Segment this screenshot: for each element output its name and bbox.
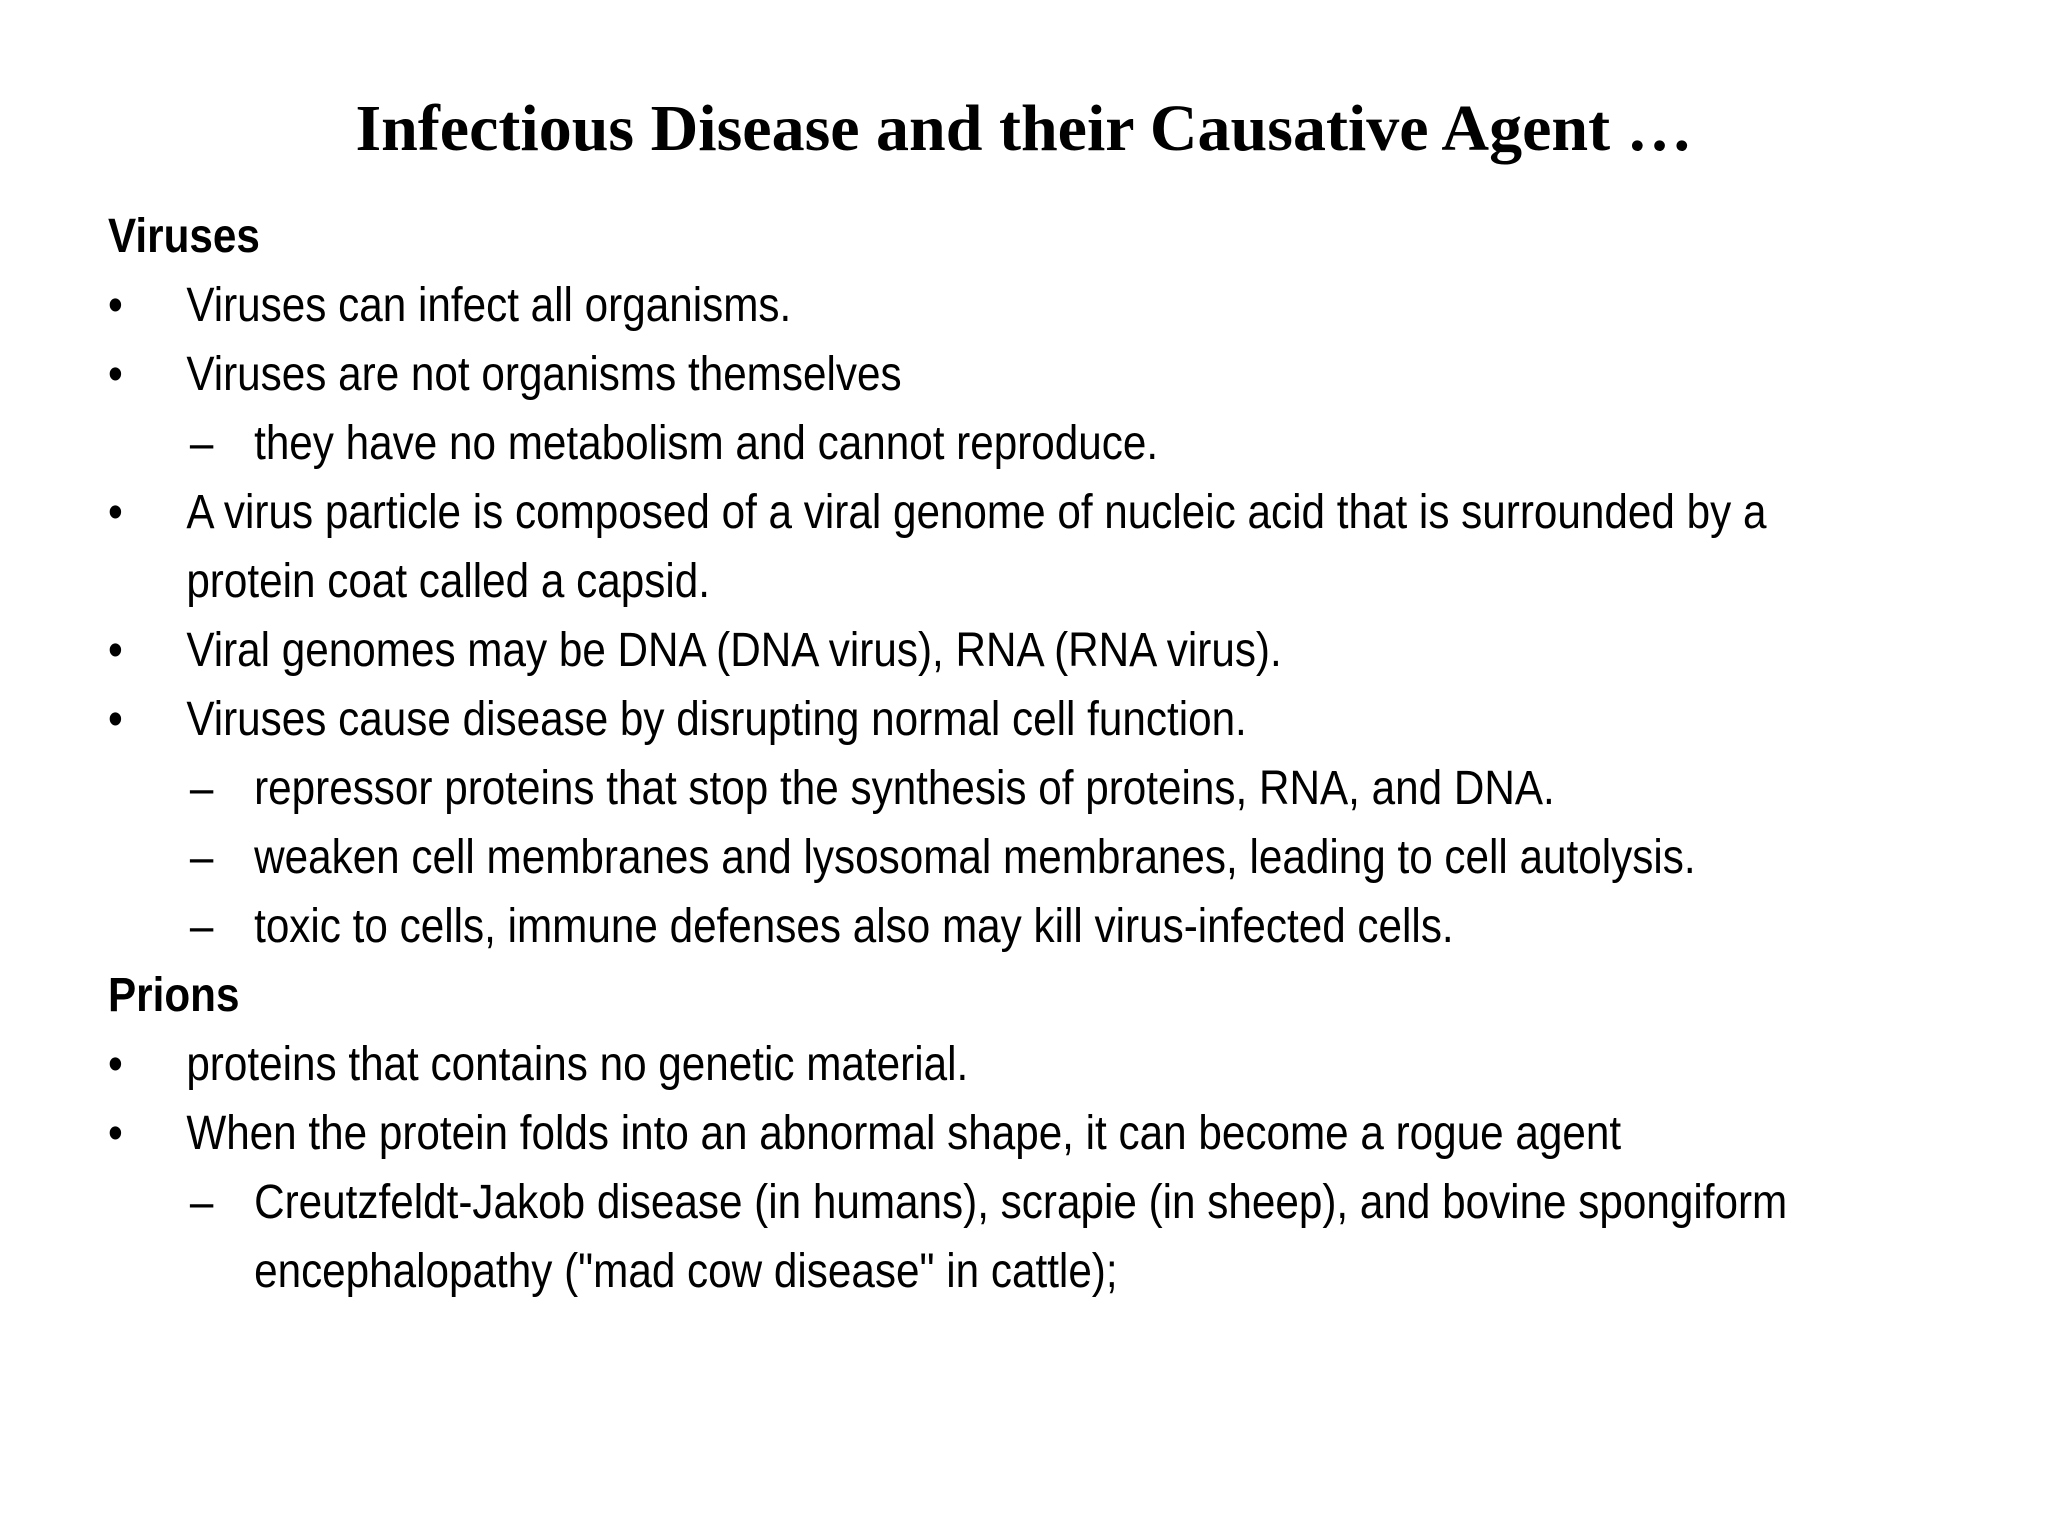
sub-bullet-item [108, 409, 1780, 478]
sub-bullet-dash: – [189, 417, 214, 470]
sub-bullet-dash: – [189, 831, 214, 884]
bullet-dot: • [108, 624, 123, 677]
bullet-text: Viruses cause disease by disrupting normal cell function. [186, 693, 1247, 746]
sub-bullet-text-line-1: Creutzfeldt-Jakob disease (in humans), scrapie (in sheep), and bovine spongiform [254, 1176, 1788, 1229]
bullet-text-line-2: protein coat called a capsid. [186, 555, 710, 608]
bullet-item [108, 271, 1780, 340]
bullet-item [108, 1099, 1780, 1168]
bullet-text: Viruses can infect all organisms. [186, 279, 792, 332]
bullet-dot: • [108, 486, 123, 539]
slide-title: Infectious Disease and their Causative Agent … [355, 92, 1693, 165]
sub-bullet-text: toxic to cells, immune defenses also may kill virus-infected cells. [254, 900, 1454, 953]
sub-bullet-text: they have no metabolism and cannot reproduce. [254, 417, 1159, 470]
sub-bullet-dash: – [189, 1176, 214, 1229]
sub-bullet-text: weaken cell membranes and lysosomal membranes, leading to cell autolysis. [254, 831, 1696, 884]
sub-bullet-item [108, 754, 1780, 823]
bullet-text: proteins that contains no genetic material. [186, 1038, 969, 1091]
bullet-text: Viral genomes may be DNA (DNA virus), RNA (RNA virus). [186, 624, 1282, 677]
bullet-dot: • [108, 1038, 123, 1091]
sub-bullet-text-line-2: encephalopathy ("mad cow disease" in cattle); [254, 1245, 1118, 1298]
section-heading-prions: Prions [108, 969, 240, 1022]
slide-content [108, 202, 1788, 1306]
sub-bullet-text: repressor proteins that stop the synthesis of proteins, RNA, and DNA. [254, 762, 1555, 815]
sub-bullet-item [108, 892, 1780, 961]
bullet-item [108, 340, 1780, 409]
sub-bullet-dash: – [189, 762, 214, 815]
section-heading-viruses: Viruses [108, 210, 260, 263]
bullet-dot: • [108, 693, 123, 746]
bullet-dot: • [108, 279, 123, 332]
sub-bullet-dash: – [189, 900, 214, 953]
bullet-dot: • [108, 348, 123, 401]
bullet-item [108, 478, 1780, 616]
bullet-dot: • [108, 1107, 123, 1160]
bullet-item [108, 685, 1780, 754]
bullet-item [108, 1030, 1780, 1099]
bullet-text-line-1: A virus particle is composed of a viral genome of nucleic acid that is surrounded by a [186, 486, 1767, 539]
sub-bullet-item [108, 1168, 1788, 1306]
bullet-text: When the protein folds into an abnormal shape, it can become a rogue agent [186, 1107, 1622, 1160]
sub-bullet-item [108, 823, 1780, 892]
bullet-text: Viruses are not organisms themselves [186, 348, 902, 401]
bullet-item [108, 616, 1780, 685]
